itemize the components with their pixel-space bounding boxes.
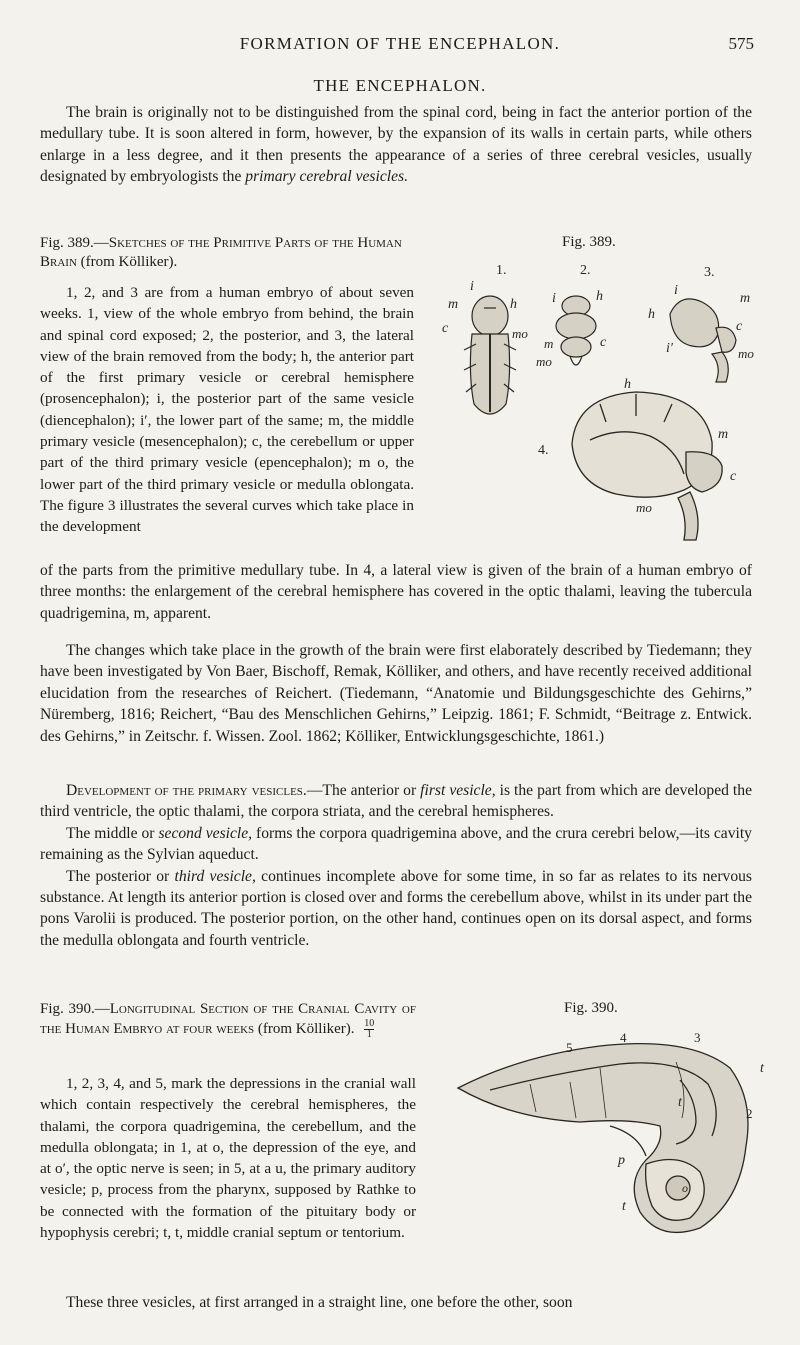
fig389-caption-prefix: Fig. 389.— [40,235,109,251]
fig389-letter-m-1: m [448,297,459,312]
fig390-label-3: 3 [694,1030,701,1045]
development-first-text: —The anterior or [306,782,421,799]
fig390-label-t-inner: t [678,1095,682,1110]
fig390-label-t-lower: t [622,1199,626,1214]
running-head-title: FORMATION OF THE ENCEPHALON. [239,34,561,53]
intro-paragraph [40,102,752,188]
fig390-caption-prefix: Fig. 390.— [40,1001,110,1017]
fig390-illustration [450,1022,770,1242]
fig389-letter-mo-2: mo [536,354,552,369]
brain-posterior-view [556,296,596,365]
fig390-description [40,1073,416,1243]
development-middle-vesicle [40,823,752,866]
fig390-magnification-num: 10 [364,1018,375,1029]
fig390-label-2: 2 [746,1106,753,1121]
fig390-description-text: 1, 2, 3, 4, and 5, mark the depressions in the cranial wall which contain respectively the cerebral hemispheres, the thalami, the corpora quadrigemina, the cerebellum, and the medulla oblongata; in 1, at o, the depression of the eye, and at o′, the optic nerve is seen; in 5, at a u, the primary auditory vesicle; p, process from the pharynx, supposed by Rathke to be connected with the formation of the pituitary body or hypophysis cerebri; t, t, middle cranial septum or tentorium. [40,1075,416,1242]
running-head [0,34,800,58]
fig389-view-2: 2. [580,263,591,278]
development-posterior-after: continues incomplete above for some time, in so far as relates to its nervous substance. At length its anterior portion is closed over and forms the cerebellum above, whilst in its under part the pons Varolii is produced. The posterior portion, on the other hand, continues open on its dorsal aspect, and forms the medulla oblongata and fourth ventricle. [40,867,753,949]
brain-lateral-view [670,299,736,382]
development-posterior-text: The posterior or [66,867,175,885]
page-number: 575 [728,34,754,53]
development-section [40,780,752,951]
fig389-view-3: 3. [704,265,715,280]
embryo-back-view [464,296,516,414]
development-posterior-italic: third vesicle, [174,867,256,885]
fig389-caption [40,234,420,272]
fig389-letter-m-3: m [740,291,751,306]
fig389-description [40,282,414,538]
section-title: THE ENCEPHALON. [313,76,487,95]
fig389-letter-m-4: m [718,427,729,442]
fig389-letter-mo-4: mo [636,500,652,515]
development-first-italic: first vesicle, [420,782,496,799]
fig389-letter-i-2: i [552,291,556,306]
fig389-letter-i-1: i [470,279,474,294]
history-paragraph-text: The changes which take place in the growth of the brain were first elaborately described by Tiedemann; they have been investigated by Von Baer, Bischoff, Remak, Kölliker, and others, and have recently received additional elucidation from the researches of Reichert. (Tiedemann, “Anatomie und Bildungsgeschichte des Gehirns,” Nüremberg, 1816; Reichert, “Bau des Menschlichen Gehirns,” Leipzig. 1861; F. Schmidt, “Beitrage z. Entwick. des Gehirns,” in Zeitschr. f. Wissen. Zool. 1862; Kölliker, Entwicklungsgeschichte, 1861.) [40,642,752,745]
development-middle-after: forms the corpora quadrigemina above, and the crura cerebri below,—its cavity remaining as the Sylvian aqueduct. [40,824,752,864]
fig389-description-continued [40,560,752,624]
development-first-after: is the part from which are developed the third ventricle, the optic thalami, the corpora striata, and the cerebral hemispheres. [40,782,752,821]
fig390-label-4: 4 [620,1030,627,1045]
closing-line: These three vesicles, at first arranged in a straight line, one before the other, soon [66,1294,573,1311]
brain-three-months [572,392,722,540]
fig389-letter-mo-3: mo [738,346,754,361]
fig390-caption-title: Longitudinal Section of the Cranial Cavity of the Human Embryo at four weeks [40,1001,416,1037]
fig390-label-t-outer: t [760,1061,764,1076]
fig389-caption-source: (from Kölliker). [76,254,178,270]
fig389-caption-title: Sketches of the Primitive Parts of the Human Brain [40,235,402,270]
fig389-letter-mo-1: mo [512,326,528,341]
development-middle-text: The middle or [66,824,159,842]
fig389-letter-i-3: i [674,283,678,298]
intro-text: The brain is originally not to be distinguished from the spinal cord, being in fact the anterior portion of the medullary tube. It is soon altered in form, however, by the expansion of its walls in certain parts, while others enlarge in a less degree, and it then presents the appearance of a series of three cerebral vesicles, usually designated by embryologists the [40,104,752,186]
fig390-caption-source: (from Kölliker). [254,1020,355,1037]
fig390-label: Fig. 390. [564,1000,618,1016]
fig390-caption [40,1000,416,1040]
development-first-vesicle [40,780,752,823]
development-heading: Development of the primary vesicles. [66,782,307,799]
fig389-description-continued-text: of the parts from the primitive medullary tube. In 4, a lateral view is given of the brain of a human embryo of three months: the enlargement of the cerebral hemisphere has covered in the optic thalami, leaving the tubercula quadrigemina, m, apparent. [40,562,752,622]
fig389-letter-c-4: c [730,469,737,484]
fig389-letter-h-1: h [510,297,517,312]
fig389-description-text: 1, 2, and 3 are from a human embryo of about seven weeks. 1, view of the whole embryo from behind, the brain and spinal cord exposed; 2, the posterior, and 3, the lateral view of the brain removed from the body; h, the anterior part of the first primary vesicle or cerebral hemisphere (prosencephalon); i, the posterior part of the same vesicle (diencephalon); i′, the lower part of the same; m, the middle primary vesicle (mesencephalon); c, the cerebellum or upper part of the third primary vesicle (epencephalon); m o, the lower part of the third primary vesicle or medulla oblongata. The figure 3 illustrates the several curves which take place in the development [40,284,414,536]
fig389-view-4: 4. [538,443,549,458]
fig389-letter-h-3: h [648,307,655,322]
history-paragraph [40,640,752,747]
cranial-section [458,1044,748,1233]
fig390-label-o: o [682,1181,688,1195]
fig389-label: Fig. 389. [562,234,616,250]
fig390-label-5: 5 [566,1040,573,1055]
fig389-letter-i-prime: i′ [666,341,673,356]
fig389-illustration [440,254,770,554]
fig389-letter-m-2: m [544,336,554,351]
fig390-magnification-den: 1 [366,1029,372,1040]
development-posterior-vesicle [40,866,752,952]
fig390-label-p: p [618,1153,625,1168]
development-middle-italic: second vesicle, [158,824,253,842]
fig389-letter-c-2: c [600,335,607,350]
fig389-letter-c-1: c [442,321,449,336]
fig389-letter-h-2: h [596,289,603,304]
fig389-letter-c-3: c [736,319,743,334]
fig389-letter-h-4: h [624,377,631,392]
fig389-view-1: 1. [496,263,507,278]
fig390-magnification [364,1019,374,1040]
intro-italic: primary cerebral vesicles. [245,168,408,186]
